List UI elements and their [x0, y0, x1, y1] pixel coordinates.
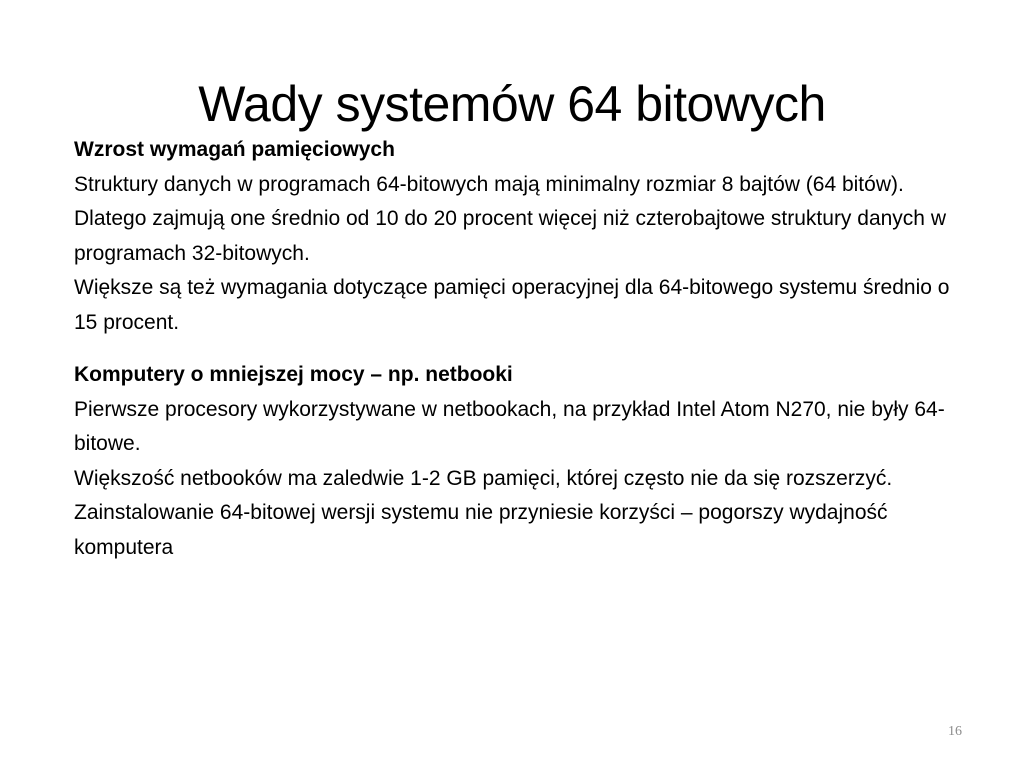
section-heading: Komputery o mniejszej mocy – np. netbooki — [74, 363, 513, 386]
section-paragraph: Większość netbooków ma zaledwie 1-2 GB pamięci, której często nie da się rozszerzyć. — [74, 466, 893, 490]
slide-title: Wady systemów 64 bitowych — [198, 75, 826, 132]
section-heading: Wzrost wymagań pamięciowych — [74, 138, 395, 161]
section-paragraph: Większe są też wymagania dotyczące pamięci operacyjnej dla 64-bitowego systemu średnio o 15 procent. — [74, 276, 950, 334]
section-memory-requirements — [74, 133, 974, 340]
section-paragraph: Struktury danych w programach 64-bitowych mają minimalny rozmiar 8 bajtów (64 bitów). Dlatego zajmują one średnio od 10 do 20 procent więcej niż czterobajtowe struktury danych w programach 32-bitowych. — [74, 172, 946, 265]
slide-content — [74, 133, 974, 565]
section-paragraph: Zainstalowanie 64-bitowej wersji systemu nie przyniesie korzyści – pogorszy wydajność komputera — [74, 501, 888, 559]
section-low-power-computers — [74, 358, 974, 565]
section-paragraph: Pierwsze procesory wykorzystywane w netbookach, na przykład Intel Atom N270, nie były 64-bitowe. — [74, 397, 945, 455]
page-number: 16 — [948, 724, 962, 739]
